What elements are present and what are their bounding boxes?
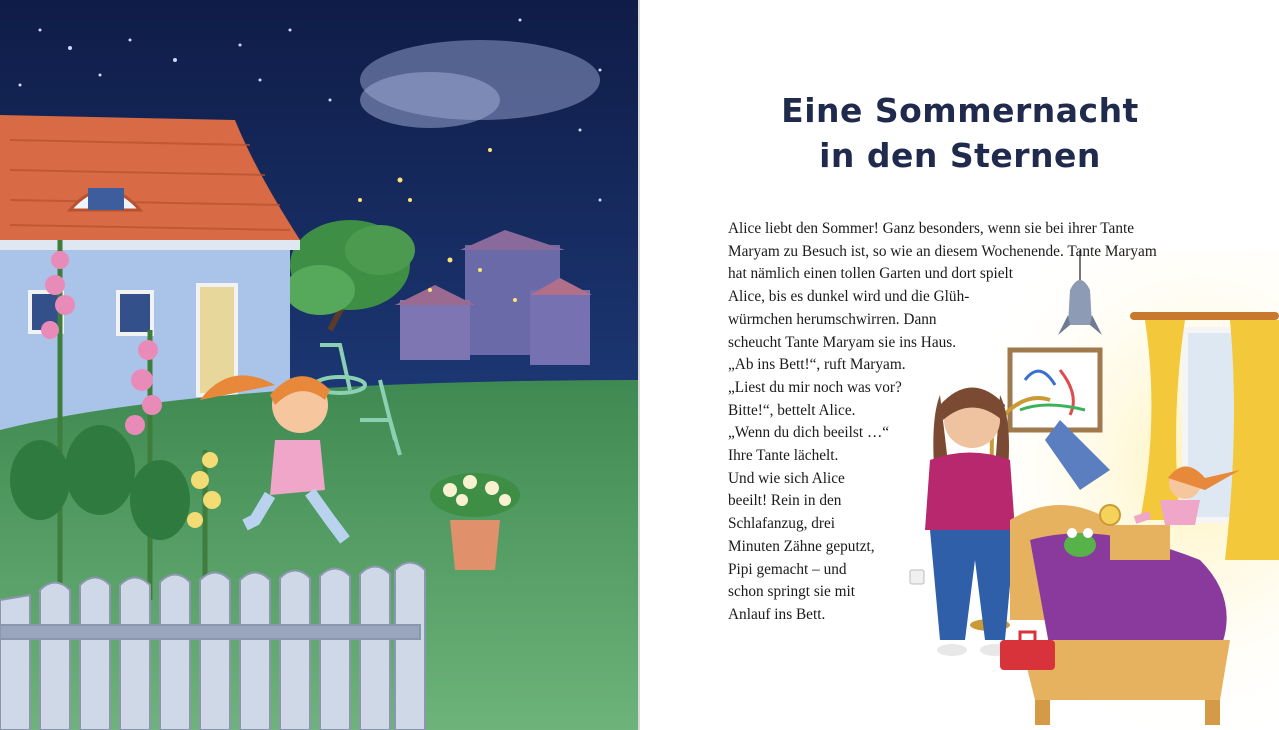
house-window <box>118 292 152 334</box>
text-page <box>640 0 1279 730</box>
story-line: „Ab ins Bett!“, ruft Maryam. <box>728 356 906 374</box>
story-line: Pipi gemacht – und <box>728 560 847 578</box>
story-line: Minuten Zähne geputzt, <box>728 537 875 555</box>
story-line: Maryam zu Besuch ist, so wie an diesem Wochenende. Tante Maryam <box>728 242 1157 260</box>
title-line-2: in den Sternen <box>819 136 1101 175</box>
story-line: „Liest du mir noch was vor? <box>728 378 902 396</box>
story-line: scheucht Tante Maryam sie ins Haus. <box>728 333 957 351</box>
title-line-1: Eine Sommernacht <box>781 91 1139 130</box>
picket-fence <box>0 563 425 730</box>
story-line: Alice, bis es dunkel wird und die Glüh- <box>728 288 970 306</box>
story-line: Bitte!“, bettelt Alice. <box>728 401 856 419</box>
story-line: beeilt! Rein in den <box>728 492 842 510</box>
story-line: Alice liebt den Sommer! Ganz besonders, wenn sie bei ihrer Tante <box>728 220 1135 237</box>
story-line: würmchen herumschwirren. Dann <box>728 310 937 328</box>
story-line: hat nämlich einen tollen Garten und dort spielt <box>728 265 1014 283</box>
story-line: Und wie sich Alice <box>728 469 845 487</box>
story-title <box>740 88 1180 178</box>
story-line: schon springt sie mit <box>728 583 856 601</box>
story-line: Anlauf ins Bett. <box>728 605 826 623</box>
story-line: „Wenn du dich beeilst …“ <box>728 424 890 442</box>
story-line: Ihre Tante lächelt. <box>728 447 839 465</box>
story-text <box>728 218 1198 627</box>
story-line: Schlafanzug, drei <box>728 515 836 533</box>
illustration-night-garden <box>0 0 639 730</box>
